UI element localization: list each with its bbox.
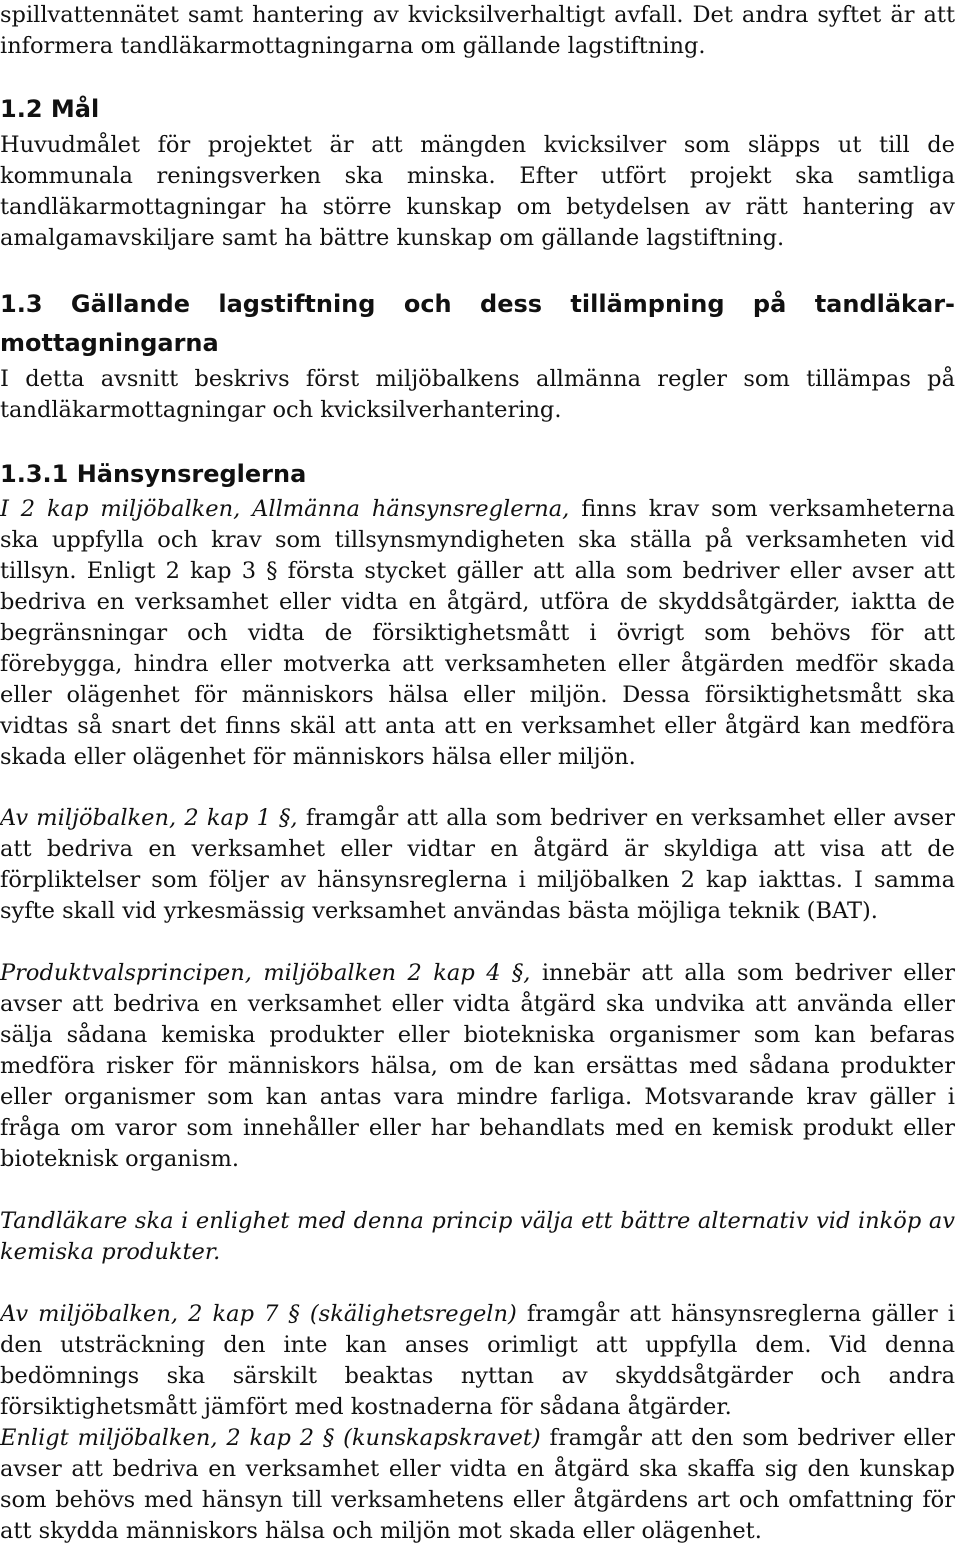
paragraph-bevisborda bbox=[0, 803, 955, 927]
paragraph-skalighet-citation: Av miljöbalken, 2 kap 7 § (skälighetsregeln) bbox=[0, 1301, 517, 1327]
intro-paragraph: spillvattennätet samt hantering av kvicksilverhaltigt avfall. Det andra syftet är att informera tandläkarmottagningarna om gällande lagstiftning. bbox=[0, 2, 955, 59]
paragraph-produktval-citation: Produktvalsprincipen, miljöbalken 2 kap 4 §, bbox=[0, 960, 531, 986]
paragraph-produktval-text: innebär att alla som bedriver eller avser att bedriva en verksamhet eller vidta åtgärd ska undvika att använda eller sälja sådana kemiska produkter eller biotekniska organismer som kan befaras medföra risker för människors hälsa, om de kan ersättas med sådana produkter eller organismer som kan antas vara mindre farliga. Motsvarande krav gäller i fråga om varor som innehåller eller har behandlats med en kemisk produkt eller bioteknisk organism. bbox=[0, 960, 955, 1172]
paragraph-hansynsregler-text: finns krav som verksamheterna ska uppfylla och krav som tillsynsmyndigheten ska ställa på verksamheten vid tillsyn. Enligt 2 kap 3 § första stycket gäller att alla som bedriver eller avser att bedriva en verksamhet eller vidta en åtgärd, utföra de skyddsåtgärder, iaktta de begränsningar och vidta de försiktighetsmått i övrigt som behövs för att förebygga, hindra eller motverka att verksamheten eller åtgärden medför skada eller olägenhet för människors hälsa eller miljön. Dessa försiktighetsmått ska vidtas så snart det finns skäl att anta att en verksamhet eller åtgärd kan medföra skada eller olägenhet för människors hälsa eller miljön. bbox=[0, 496, 955, 770]
paragraph-skalighet-text: framgår att hänsynsreglerna gäller i den utsträckning den inte kan anses orimligt att uppfylla dem. Vid denna bedömnings ska särskilt beaktas nyttan av skyddsåtgärder och andra försiktighetsmått jämfört med kostnaderna för sådana åtgärder. bbox=[0, 1301, 956, 1420]
paragraph-hansynsregler-citation: I 2 kap miljöbalken, Allmänna hänsynsreglerna, bbox=[0, 496, 570, 522]
paragraph-kunskapskrav bbox=[0, 1423, 955, 1547]
paragraph-bevisborda-citation: Av miljöbalken, 2 kap 1 §, bbox=[0, 805, 298, 831]
section-1-2-body: Huvudmålet för projektet är att mängden kvicksilver som släpps ut till de kommunala reningsverken ska minska. Efter utfört projekt ska samtliga tandläkarmottagningar ha större kunskap om betydelsen av rätt hantering av amalgamavskiljare samt ha bättre kunskap om gällande lagstiftning. bbox=[0, 132, 955, 251]
section-heading-1-3: 1.3 Gällande lagstiftning och dess tillämpning på tandläkar-mottagningarna bbox=[0, 290, 955, 357]
section-heading-1-3-1: 1.3.1 Hänsynsreglerna bbox=[0, 460, 307, 488]
paragraph-tandlakare bbox=[0, 1206, 955, 1268]
paragraph-hansynsregler bbox=[0, 494, 955, 773]
paragraph-kunskapskrav-citation: Enligt miljöbalken, 2 kap 2 § (kunskapskravet) bbox=[0, 1425, 541, 1451]
paragraph-skalighet bbox=[0, 1299, 955, 1423]
paragraph-produktval bbox=[0, 958, 955, 1175]
paragraph-tandlakare-text: Tandläkare ska i enlighet med denna princip välja ett bättre alternativ vid inköp av kemiska produkter. bbox=[0, 1208, 955, 1265]
paragraph-bevisborda-text: framgår att alla som bedriver en verksamhet eller avser att bedriva en verksamhet eller vidtar en åtgärd är skyldiga att visa att de förpliktelser som följer av hänsynsreglerna i miljöbalken 2 kap iakttas. I samma syfte skall vid yrkesmässig verksamhet användas bästa möjliga teknik (BAT). bbox=[0, 805, 955, 924]
section-heading-1-2: 1.2 Mål bbox=[0, 95, 100, 123]
section-1-3-body: I detta avsnitt beskrivs först miljöbalkens allmänna regler som tillämpas på tandläkarmottagningar och kvicksilverhantering. bbox=[0, 366, 955, 423]
paragraph-kunskapskrav-text: framgår att den som bedriver eller avser att bedriva en verksamhet eller vidta en åtgärd ska skaffa sig den kunskap som behövs med hänsyn till verksamhetens eller åtgärdens art och omfattning för att skydda människors hälsa och miljön mot skada eller olägenhet. bbox=[0, 1425, 955, 1544]
